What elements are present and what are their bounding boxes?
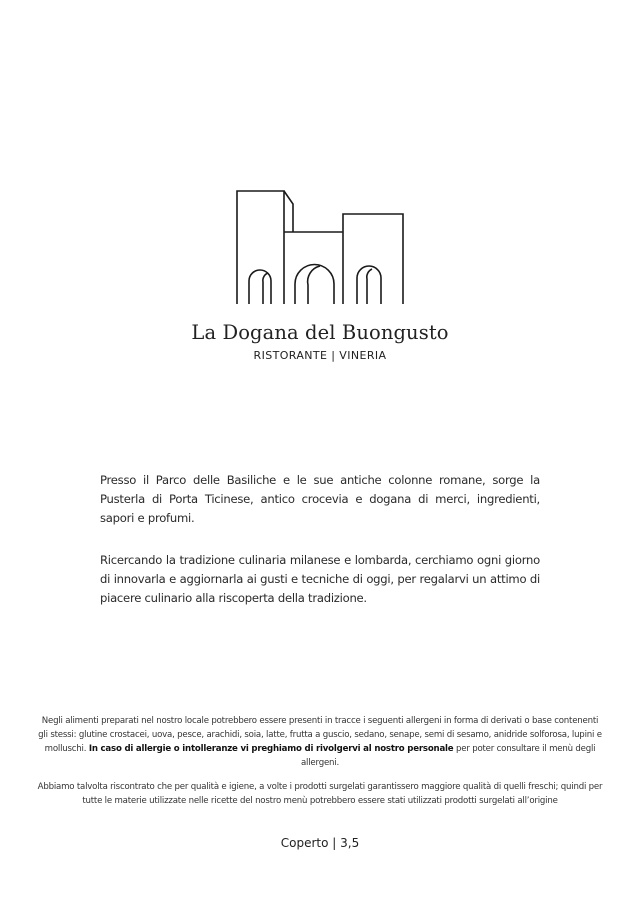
cover-charge-label: Coperto xyxy=(280,836,329,850)
intro-paragraph-tradition: Ricercando la tradizione culinaria milanese e lombarda, cerchiamo ogni giorno di innovarla e aggiornarla ai gusti e tecniche di oggi, per regalarvi un attimo di piacere culinario alla riscoperta della tradizione. xyxy=(100,553,540,605)
logo-left-arch-inner xyxy=(263,273,268,304)
logo-middle-arch xyxy=(295,265,334,305)
logo-middle-arch-inner xyxy=(308,266,320,304)
logo-right-arch-inner xyxy=(367,269,372,304)
restaurant-name: La Dogana del Buongusto xyxy=(191,321,449,344)
cover-charge-separator: | xyxy=(332,836,337,850)
logo-tower-bevel xyxy=(284,191,293,232)
logo-left-arch xyxy=(249,270,271,304)
logo-right-tower xyxy=(343,214,403,304)
restaurant-subtitle: RISTORANTE | VINERIA xyxy=(253,349,387,362)
allergen-notice-text: Negli alimenti preparati nel nostro locale potrebbero essere presenti in tracce i seguenti allergeni in forma di derivati o base contenenti gli stessi: glutine crostacei, uova, pesce, arachidi, soia, latte, frutta a guscio, sedano, senape, semi di sesamo, anidride solforosa, lupini e molluschi. xyxy=(38,716,602,754)
allergen-notice-end: per poter consultare il menù degli allergeni. xyxy=(300,744,596,768)
castle-gate-icon xyxy=(0,0,640,320)
allergen-notice-bold: In caso di allergie o intolleranze vi preghiamo di rivolgervi al nostro personale xyxy=(88,744,454,754)
allergen-notice xyxy=(36,714,604,770)
intro-paragraph-history: Presso il Parco delle Basiliche e le sue antiche colonne romane, sorge la Pusterla di Porta Ticinese, antico crocevia e dogana di merci, ingredienti, sapori e profumi. xyxy=(100,473,540,525)
logo-left-tower xyxy=(237,191,284,304)
cover-charge-price: 3,5 xyxy=(340,836,360,850)
frozen-products-notice: Abbiamo talvolta riscontrato che per qualità e igiene, a volte i prodotti surgelati garantissero maggiore qualità di quelli freschi; quindi per tutte le materie utilizzate nelle ricette del nostro menù potrebbero essere stati utilizzati prodotti surgelati all’origine xyxy=(37,782,603,806)
cover-charge xyxy=(0,836,640,850)
